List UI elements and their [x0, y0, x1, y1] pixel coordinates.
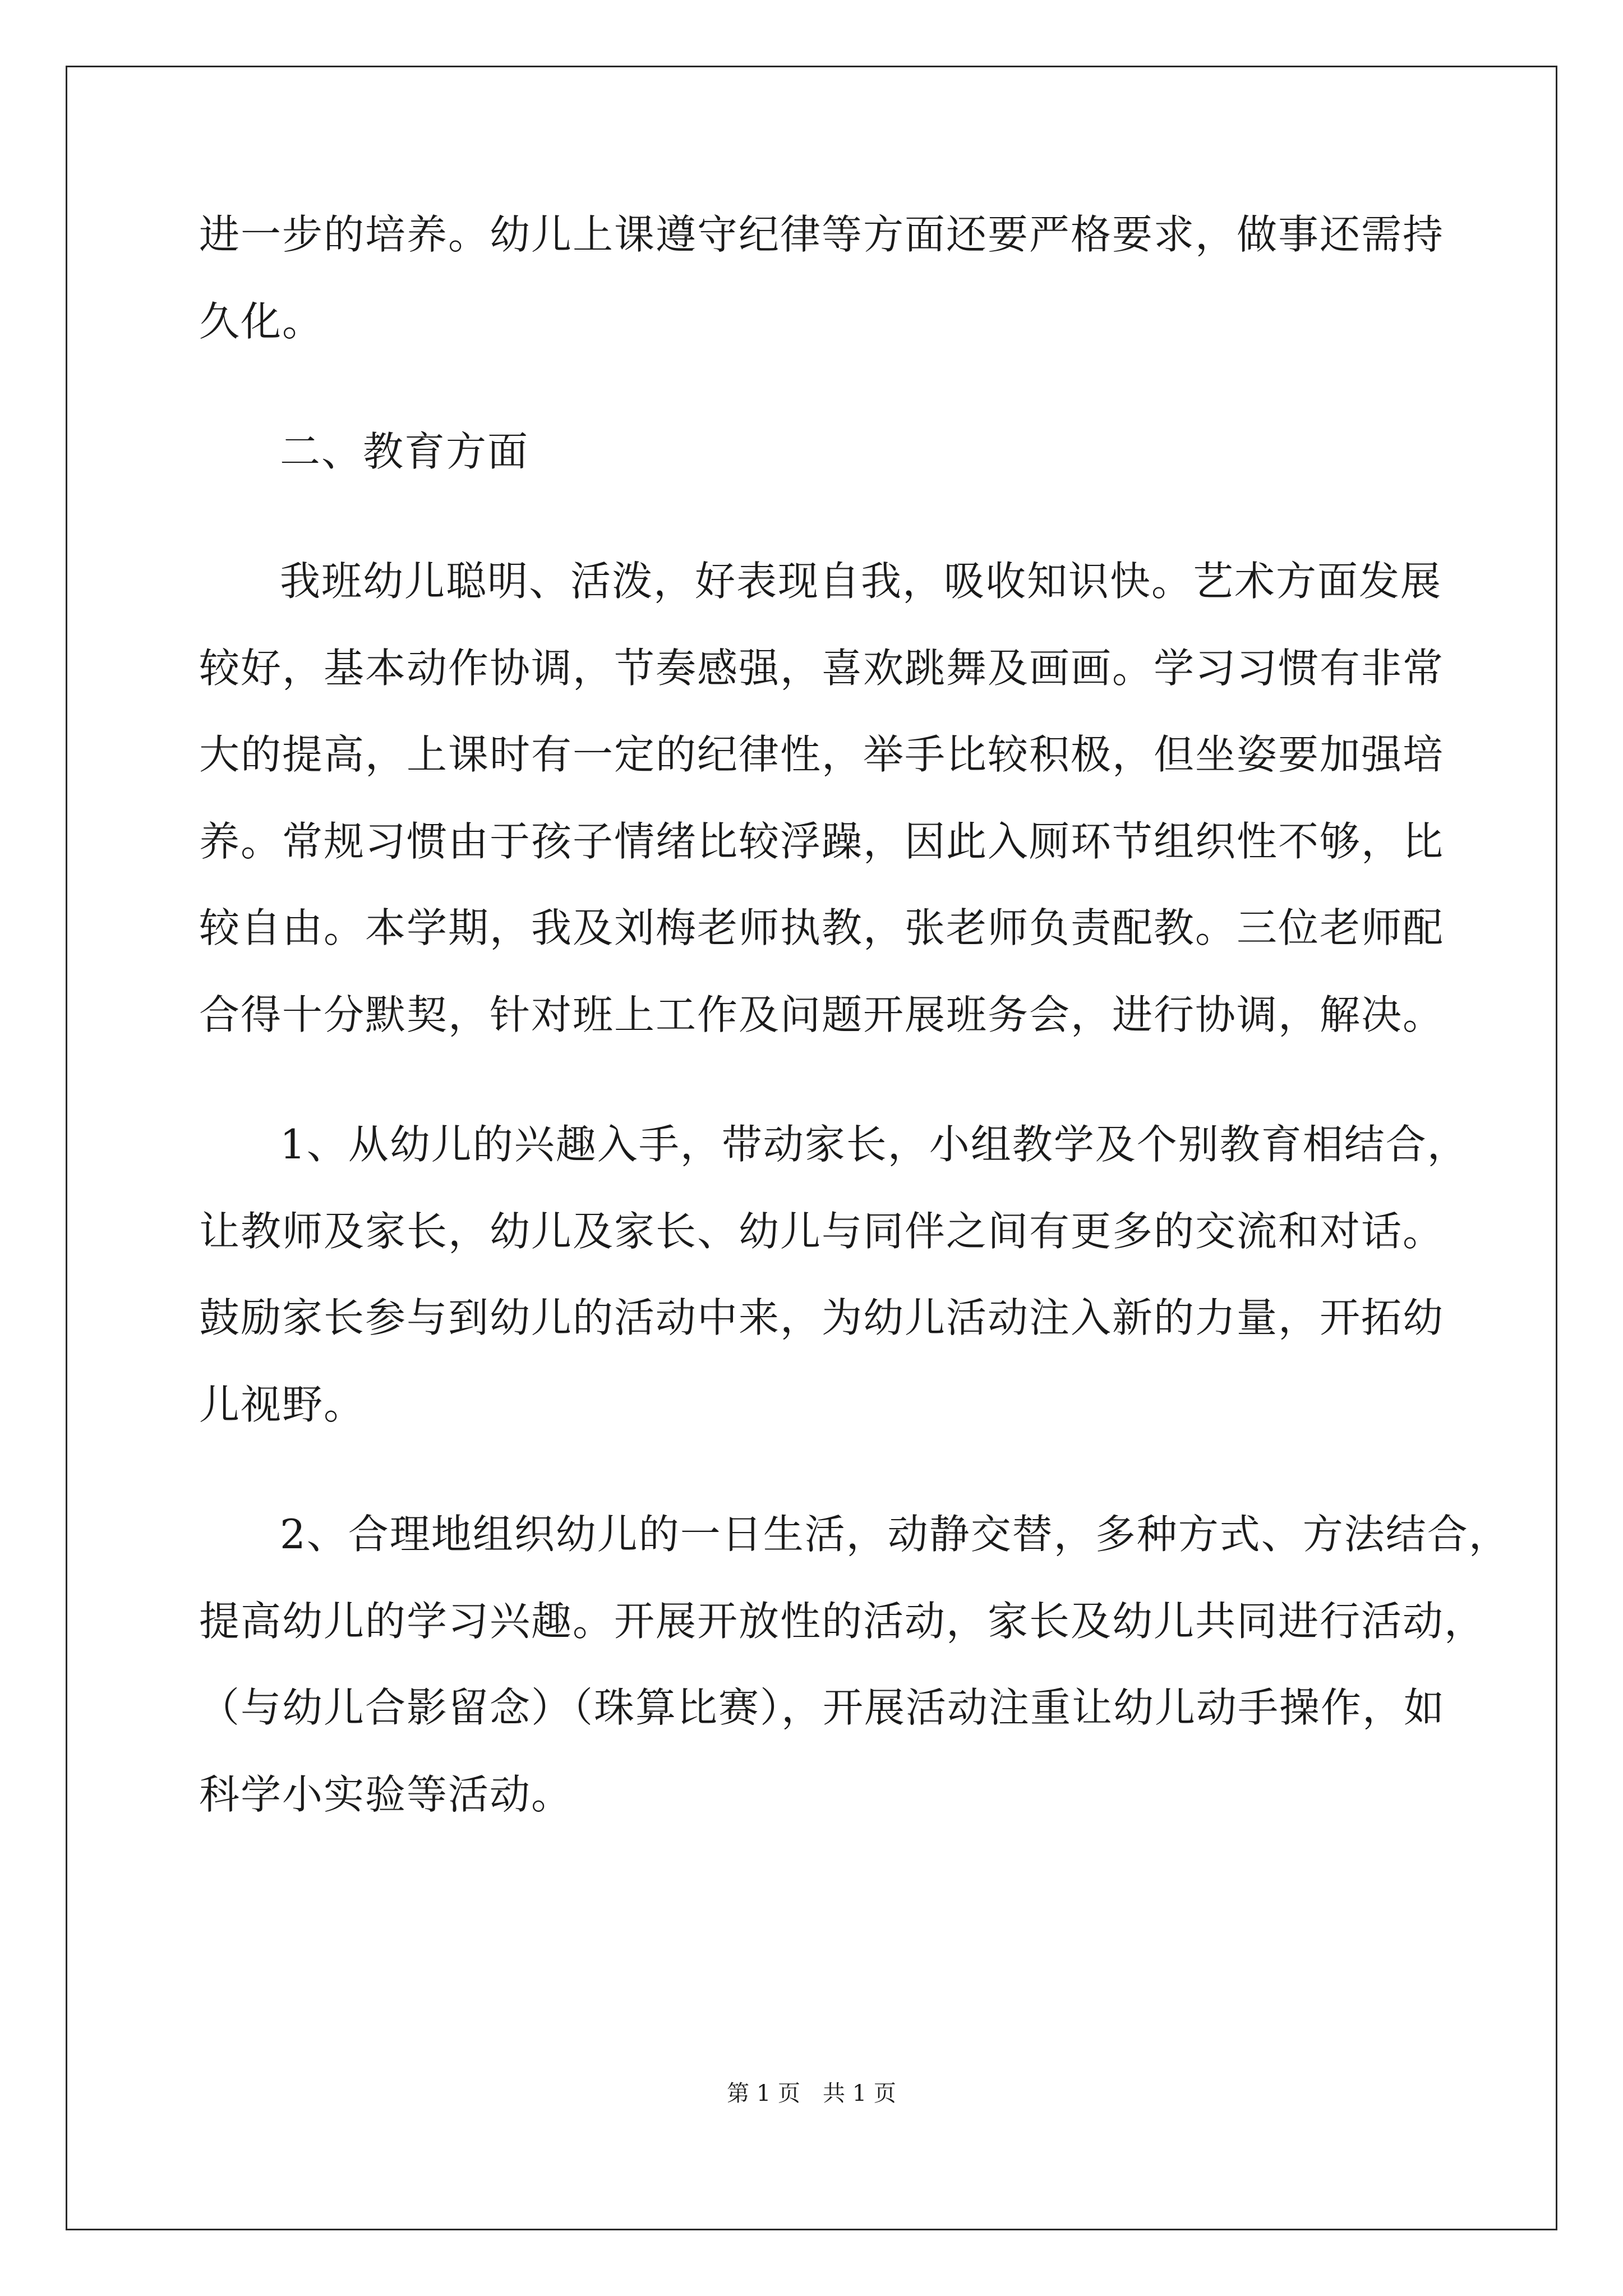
text-line: 科学小实验等活动。: [199, 1771, 573, 1818]
text-line: 大的提高，上课时有一定的纪律性，举手比较积极，但坐姿要加强培: [199, 731, 1445, 778]
text-line: 儿视野。: [199, 1381, 366, 1428]
text-line: 较自由。本学期，我及刘梅老师执教，张老师负责配教。三位老师配: [199, 904, 1445, 951]
text-line: 进一步的培养。幼儿上课遵守纪律等方面还要严格要求，做事还需持: [199, 211, 1445, 258]
text-line: （与幼儿合影留念）（珠算比赛），开展活动注重让幼儿动手操作，如: [199, 1684, 1446, 1731]
text-line: 较好，基本动作协调，节奏感强，喜欢跳舞及画画。学习习惯有非常: [199, 645, 1445, 692]
text-line: 提高幼儿的学习兴趣。开展开放性的活动，家长及幼儿共同进行活动，: [199, 1598, 1486, 1645]
text-line: 久化。: [199, 298, 324, 345]
text-line: 鼓励家长参与到幼儿的活动中来，为幼儿活动注入新的力量，开拓幼: [199, 1294, 1445, 1341]
text-line: 合得十分默契，针对班上工作及问题开展班务会，进行协调，解决。: [199, 991, 1445, 1038]
page-footer: 第 1 页 共 1 页: [727, 2081, 896, 2106]
text-line: 我班幼儿聪明、活泼，好表现自我，吸收知识快。艺术方面发展: [280, 558, 1442, 605]
list-item-2: 2、合理地组织幼儿的一日生活，动静交替，多种方式、方法结合，: [280, 1511, 1510, 1558]
text-line: 养。常规习惯由于孩子情绪比较浮躁，因此入厕环节组织性不够，比: [199, 818, 1445, 865]
list-item-1: 1、从幼儿的兴趣入手，带动家长，小组教学及个别教育相结合，: [280, 1121, 1469, 1168]
section-heading: 二、教育方面: [280, 428, 529, 475]
text-line: 让教师及家长，幼儿及家长、幼儿与同伴之间有更多的交流和对话。: [199, 1208, 1445, 1255]
